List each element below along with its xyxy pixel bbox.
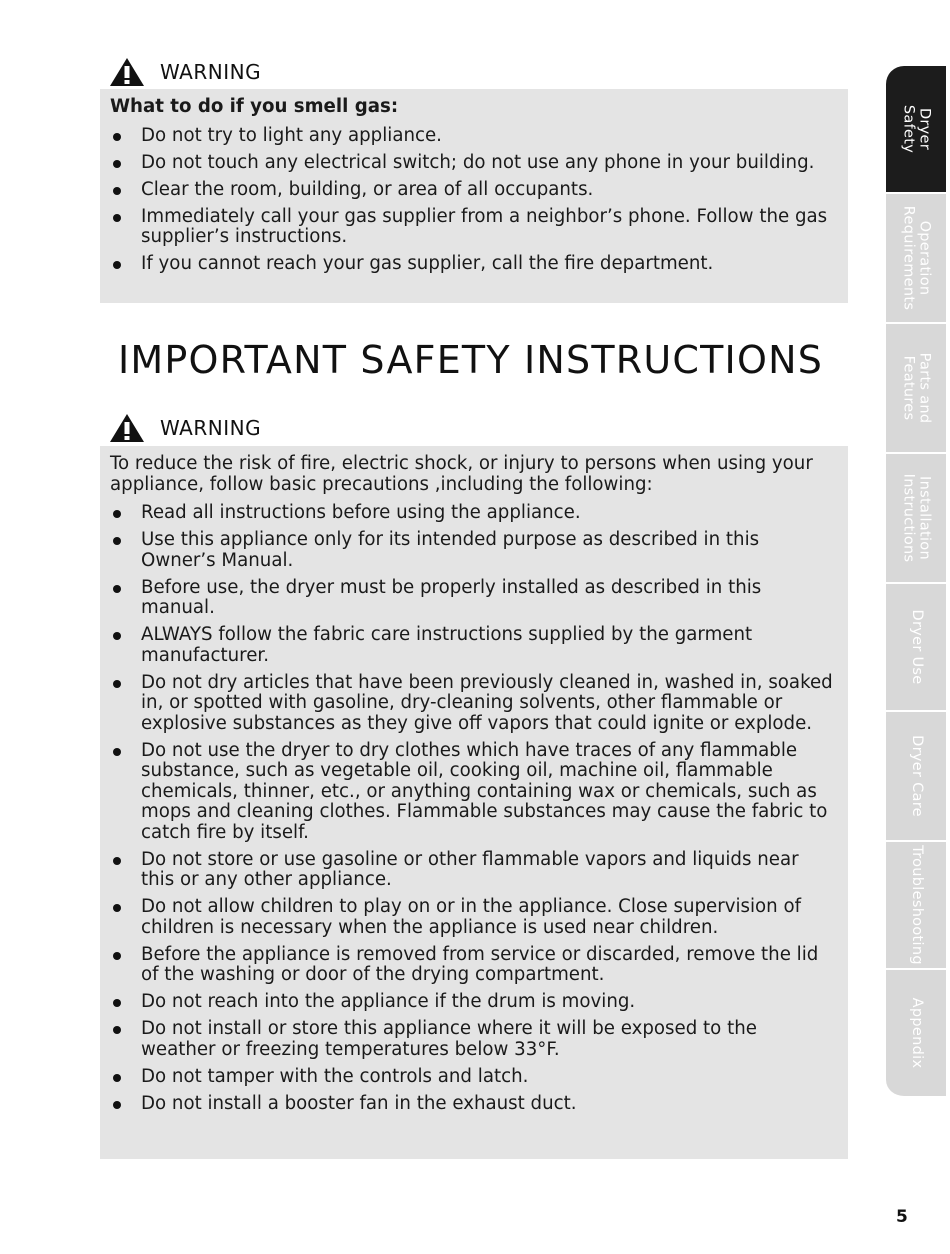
gas-warning-heading: What to do if you smell gas: — [110, 96, 399, 117]
safety-warning-box — [100, 446, 848, 1159]
page-number: 5 — [896, 1207, 908, 1227]
list-item: ALWAYS follow the fabric care instructions supplied by the garment manufacturer. — [110, 625, 834, 666]
list-item: Use this appliance only for its intended purpose as described in this Owner’s Manual. — [110, 530, 834, 571]
list-item: Do not allow children to play on or in the appliance. Close supervision of children is necessary when the appliance is used near children. — [110, 897, 834, 938]
gas-warning-box — [100, 89, 848, 303]
tab-label: Dryer Care — [908, 735, 925, 817]
list-item: Read all instructions before using the appliance. — [110, 503, 834, 524]
tab-installation-instructions[interactable] — [886, 454, 946, 584]
page-title: IMPORTANT SAFETY INSTRUCTIONS — [118, 338, 824, 382]
tab-troubleshooting[interactable] — [886, 842, 946, 970]
tab-parts-and-features[interactable] — [886, 324, 946, 454]
list-item: Do not dry articles that have been previously cleaned in, washed in, soaked in, or spotted with gasoline, dry-cleaning solvents, other flammable or explosive substances as they give off vapors that could ignite or explode. — [110, 673, 834, 735]
list-item: Immediately call your gas supplier from a neighbor’s phone. Follow the gas supplier’s instructions. — [110, 207, 834, 248]
tab-dryer-safety[interactable] — [886, 66, 946, 194]
tab-label: Troubleshooting — [908, 845, 925, 965]
list-item: Do not store or use gasoline or other flammable vapors and liquids near this or any other appliance. — [110, 850, 834, 891]
list-item: Do not tamper with the controls and latch. — [110, 1067, 834, 1088]
warning-triangle-icon — [108, 412, 146, 444]
warning-triangle-icon — [108, 56, 146, 88]
warning-label: WARNING — [160, 60, 262, 84]
list-item: If you cannot reach your gas supplier, call the fire department. — [110, 254, 834, 275]
tab-label: Parts and Features — [901, 352, 933, 424]
tab-operation-requirements[interactable] — [886, 194, 946, 324]
tab-dryer-care[interactable] — [886, 712, 946, 842]
tab-label: Appendix — [908, 997, 925, 1069]
tab-dryer-use[interactable] — [886, 584, 946, 712]
tab-label: Dryer Safety — [901, 104, 933, 154]
tab-appendix[interactable] — [886, 970, 946, 1098]
list-item: Before use, the dryer must be properly installed as described in this manual. — [110, 578, 834, 619]
warning-label: WARNING — [160, 416, 262, 440]
tab-label: Dryer Use — [908, 609, 925, 685]
list-item: Do not install or store this appliance where it will be exposed to the weather or freezing temperatures below 33°F. — [110, 1019, 834, 1060]
safety-intro: To reduce the risk of fire, electric shock, or injury to persons when using your appliance, follow basic precautions ,including the following: — [110, 453, 813, 495]
tab-label: Operation Requirements — [901, 205, 933, 311]
safety-list — [110, 503, 834, 1114]
section-tabs — [886, 66, 946, 1098]
list-item: Do not touch any electrical switch; do not use any phone in your building. — [110, 153, 834, 174]
gas-warning-list — [110, 126, 834, 275]
list-item: Before the appliance is removed from service or discarded, remove the lid of the washing or door of the drying compartment. — [110, 945, 834, 986]
warning-header-gas — [108, 56, 261, 88]
list-item: Do not use the dryer to dry clothes which have traces of any flammable substance, such as vegetable oil, cooking oil, machine oil, flammable chemicals, thinner, etc., or anything containing wax or chemicals, such as mops and cleaning clothes. Flammable substances may cause the fabric to catch fire by itself. — [110, 741, 834, 844]
tab-label: Installation Instructions — [901, 473, 933, 563]
list-item: Do not install a booster fan in the exhaust duct. — [110, 1094, 834, 1115]
list-item: Do not try to light any appliance. — [110, 126, 834, 147]
list-item: Clear the room, building, or area of all occupants. — [110, 180, 834, 201]
list-item: Do not reach into the appliance if the drum is moving. — [110, 992, 834, 1013]
warning-header-safety — [108, 412, 261, 444]
